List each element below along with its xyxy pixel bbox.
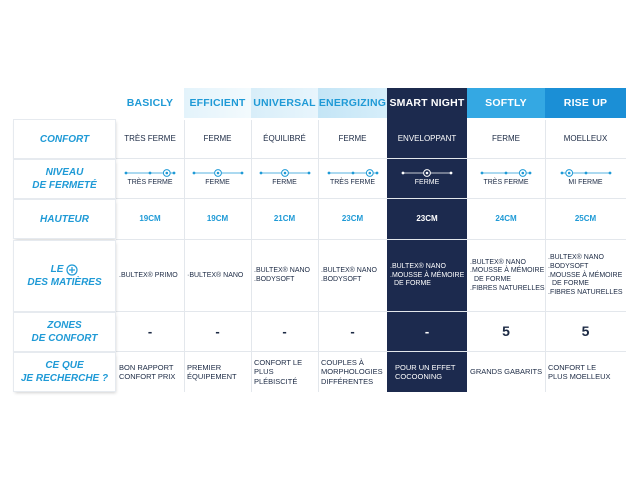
- slider-tick: [560, 172, 563, 175]
- column-header-efficient: EFFICIENT: [189, 97, 246, 109]
- matieres-universal: .BULTEX® NANO .BODYSOFT: [254, 267, 310, 283]
- plus-circle-icon: [66, 264, 78, 276]
- slider-knob-dot: [426, 172, 429, 175]
- zones-energizing: -: [350, 323, 355, 339]
- slider-knob-dot: [283, 172, 286, 175]
- slider-tick: [505, 172, 508, 175]
- confort-softly: FERME: [492, 134, 520, 143]
- slider-knob-dot: [166, 172, 169, 175]
- zones-universal: -: [282, 323, 287, 339]
- slider-knob-dot: [522, 172, 525, 175]
- matieres-smart-night: .BULTEX® NANO .MOUSSE À MÉMOIRE DE FORME: [390, 262, 465, 288]
- recherche-energizing: COUPLES À MORPHOLOGIES DIFFÉRENTES: [321, 357, 383, 386]
- firmness-slider-smart-night: [387, 168, 467, 186]
- slider-tick: [125, 172, 128, 175]
- column-header-softly: SOFTLY: [485, 97, 527, 109]
- row-label-recherche: CE QUE JE RECHERCHE ?: [14, 353, 115, 391]
- slider-knob-dot: [567, 172, 570, 175]
- matieres-efficient: ·BULTEX® NANO: [187, 271, 244, 279]
- column-header-universal: UNIVERSAL: [253, 97, 316, 109]
- confort-rise-up: MOELLEUX: [563, 134, 608, 143]
- column-header-energizing: ENERGIZING: [318, 97, 387, 109]
- firmness-slider-universal: [251, 168, 318, 186]
- column-header-smart-night: SMART NIGHT: [389, 97, 465, 109]
- row-separator: [116, 158, 626, 159]
- firmness-slider-softly: [467, 168, 545, 186]
- confort-smart-night: ENVELOPPANT: [397, 134, 457, 143]
- confort-universal: ÉQUILIBRÉ: [263, 134, 306, 143]
- firmness-label: FERME: [414, 179, 440, 186]
- matieres-softly: .BULTEX® NANO .MOUSSE À MÉMOIRE DE FORME .FIBRES NATURELLES: [470, 258, 545, 292]
- confort-basicly: TRÈS FERME: [124, 134, 176, 143]
- row-label-fermete: NIVEAU DE FERMETÉ: [14, 160, 115, 198]
- row-label-matieres: LE DES MATIÈRES: [14, 241, 115, 311]
- firmness-label: MI FERME: [568, 179, 603, 186]
- hauteur-softly: 24CM: [495, 214, 517, 223]
- confort-energizing: FERME: [338, 134, 367, 143]
- recherche-softly: GRANDS GABARITS: [470, 367, 543, 377]
- hauteur-smart-night: 23CM: [416, 214, 438, 223]
- row-separator: [116, 311, 626, 312]
- row-label-confort: CONFORT: [14, 120, 115, 158]
- firmness-slider-rise-up: [545, 168, 626, 186]
- firmness-label: TRÈS FERME: [127, 179, 173, 186]
- slider-tick: [149, 172, 152, 175]
- slider-tick: [240, 172, 243, 175]
- column-header-rise-up: RISE UP: [563, 97, 608, 109]
- slider-tick: [173, 172, 176, 175]
- hauteur-energizing: 23CM: [341, 214, 364, 223]
- firmness-slider-efficient: [184, 168, 251, 186]
- slider-tick: [608, 172, 611, 175]
- column-header-basicly: BASICLY: [126, 97, 174, 109]
- row-label-zones: ZONES DE CONFORT: [14, 313, 115, 351]
- hauteur-efficient: 19CM: [206, 214, 229, 223]
- slider-tick: [351, 172, 354, 175]
- zones-basicly: -: [147, 323, 153, 339]
- matieres-energizing: .BULTEX® NANO .BODYSOFT: [321, 267, 377, 283]
- recherche-basicly: BON RAPPORT CONFORT PRIX: [119, 362, 176, 381]
- hauteur-rise-up: 25CM: [574, 214, 597, 223]
- slider-tick: [327, 172, 330, 175]
- matieres-rise-up: .BULTEX® NANO .BODYSOFT .MOUSSE À MÉMOIRE DE FORME .FIBRES NATURELLES: [548, 254, 623, 297]
- recherche-rise-up: CONFORT LE PLUS MOELLEUX: [548, 362, 611, 381]
- matieres-basicly: .BULTEX® PRIMO: [119, 271, 178, 279]
- firmness-slider-basicly: [116, 168, 184, 186]
- hauteur-basicly: 19CM: [139, 214, 161, 223]
- slider-knob-dot: [216, 172, 219, 175]
- hauteur-universal: 21CM: [273, 214, 296, 223]
- row-separator: [116, 239, 626, 240]
- confort-efficient: FERME: [203, 134, 232, 143]
- slider-tick: [481, 172, 484, 175]
- recherche-efficient: PREMIER ÉQUIPEMENT: [187, 362, 237, 381]
- recherche-universal: CONFORT LE PLUS PLÉBISCITÉ: [254, 357, 303, 386]
- slider-knob-dot: [368, 172, 371, 175]
- slider-tick: [259, 172, 262, 175]
- row-separator: [116, 351, 626, 352]
- slider-tick: [584, 172, 587, 175]
- slider-tick: [402, 172, 405, 175]
- firmness-label: FERME: [272, 179, 297, 186]
- slider-tick: [375, 172, 378, 175]
- slider-tick: [307, 172, 310, 175]
- firmness-slider-energizing: [318, 168, 387, 186]
- firmness-label: TRÈS FERME: [483, 179, 529, 186]
- slider-tick: [192, 172, 195, 175]
- zones-smart-night: -: [424, 323, 430, 339]
- recherche-smart-night: POUR UN EFFET COCOONING: [395, 362, 456, 381]
- zones-efficient: -: [215, 323, 220, 339]
- zones-rise-up: 5: [581, 323, 590, 340]
- zones-softly: 5: [502, 323, 510, 340]
- row-separator: [116, 198, 626, 199]
- slider-tick: [450, 172, 453, 175]
- row-label-hauteur: HAUTEUR: [14, 200, 115, 238]
- slider-tick: [529, 172, 532, 175]
- firmness-label: TRÈS FERME: [329, 179, 376, 186]
- firmness-label: FERME: [205, 179, 230, 186]
